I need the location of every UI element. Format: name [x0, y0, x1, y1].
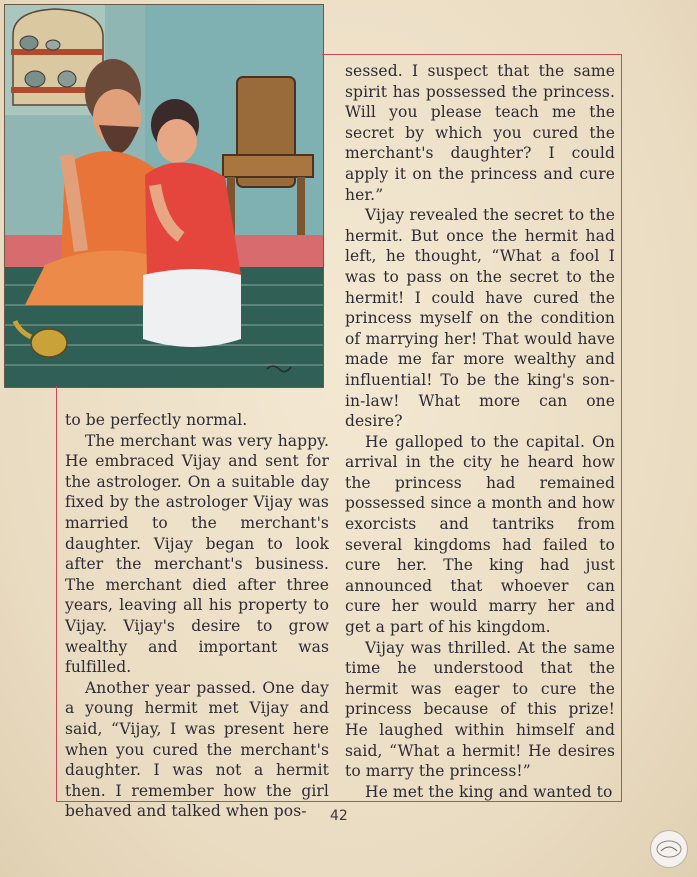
paragraph: to be perfectly normal. — [65, 411, 248, 429]
paragraph: He galloped to the capital. On arrival in the city he heard how the princess had remained possessed since a month and how exorcists and tantriks from several kingdoms had failed to cure her. The king had just announced that whoever can cure her would marry her and get a part of his kingdom. — [345, 432, 615, 637]
right-text-column — [345, 61, 615, 802]
paragraph: sessed. I suspect that the same spirit has possessed the princess. Will you please teach me the secret by which you cured the merchant's daughter? I could apply it on the princess and cure her.” — [345, 62, 615, 204]
paragraph: He met the king and wanted to — [365, 782, 613, 801]
story-illustration — [4, 4, 324, 388]
page-number: 42 — [330, 808, 348, 824]
left-text-column — [65, 410, 329, 822]
frame-line-left — [56, 386, 57, 802]
frame-line-right — [621, 54, 622, 802]
paragraph: Vijay revealed the secret to the hermit. But once the hermit had left, he thought, “What a fool I was to pass on the secret to the hermit! I could have cured the princess myself on the condition of marrying her! That would have made me far more wealthy and influential! To be the king's son-in-law! What more can one desire? — [345, 206, 615, 431]
paragraph: The merchant was very happy. He embraced Vijay and sent for the astrologer. On a suitable day fixed by the astrologer Vijay was married to the merchant's daughter. Vijay began to look after the merchant's business. The merchant died after three years, leaving all his property to Vijay. Vijay's desire to grow wealthy and important was fulfilled. — [65, 431, 329, 677]
publisher-logo-icon — [650, 830, 688, 868]
paragraph: Vijay was thrilled. At the same time he understood that the hermit was eager to cure the princess because of this prize! He laughed within himself and said, “What a hermit! He desires to marry the princess!” — [345, 638, 615, 781]
frame-line-top — [322, 54, 622, 55]
paragraph: Another year passed. One day a young hermit met Vijay and said, “Vijay, I was present here when you cured the merchant's daughter. I was not a hermit then. I remember how the girl behaved and talked when pos- — [65, 678, 329, 821]
hermit-and-vijay-illustration-icon — [5, 5, 323, 387]
